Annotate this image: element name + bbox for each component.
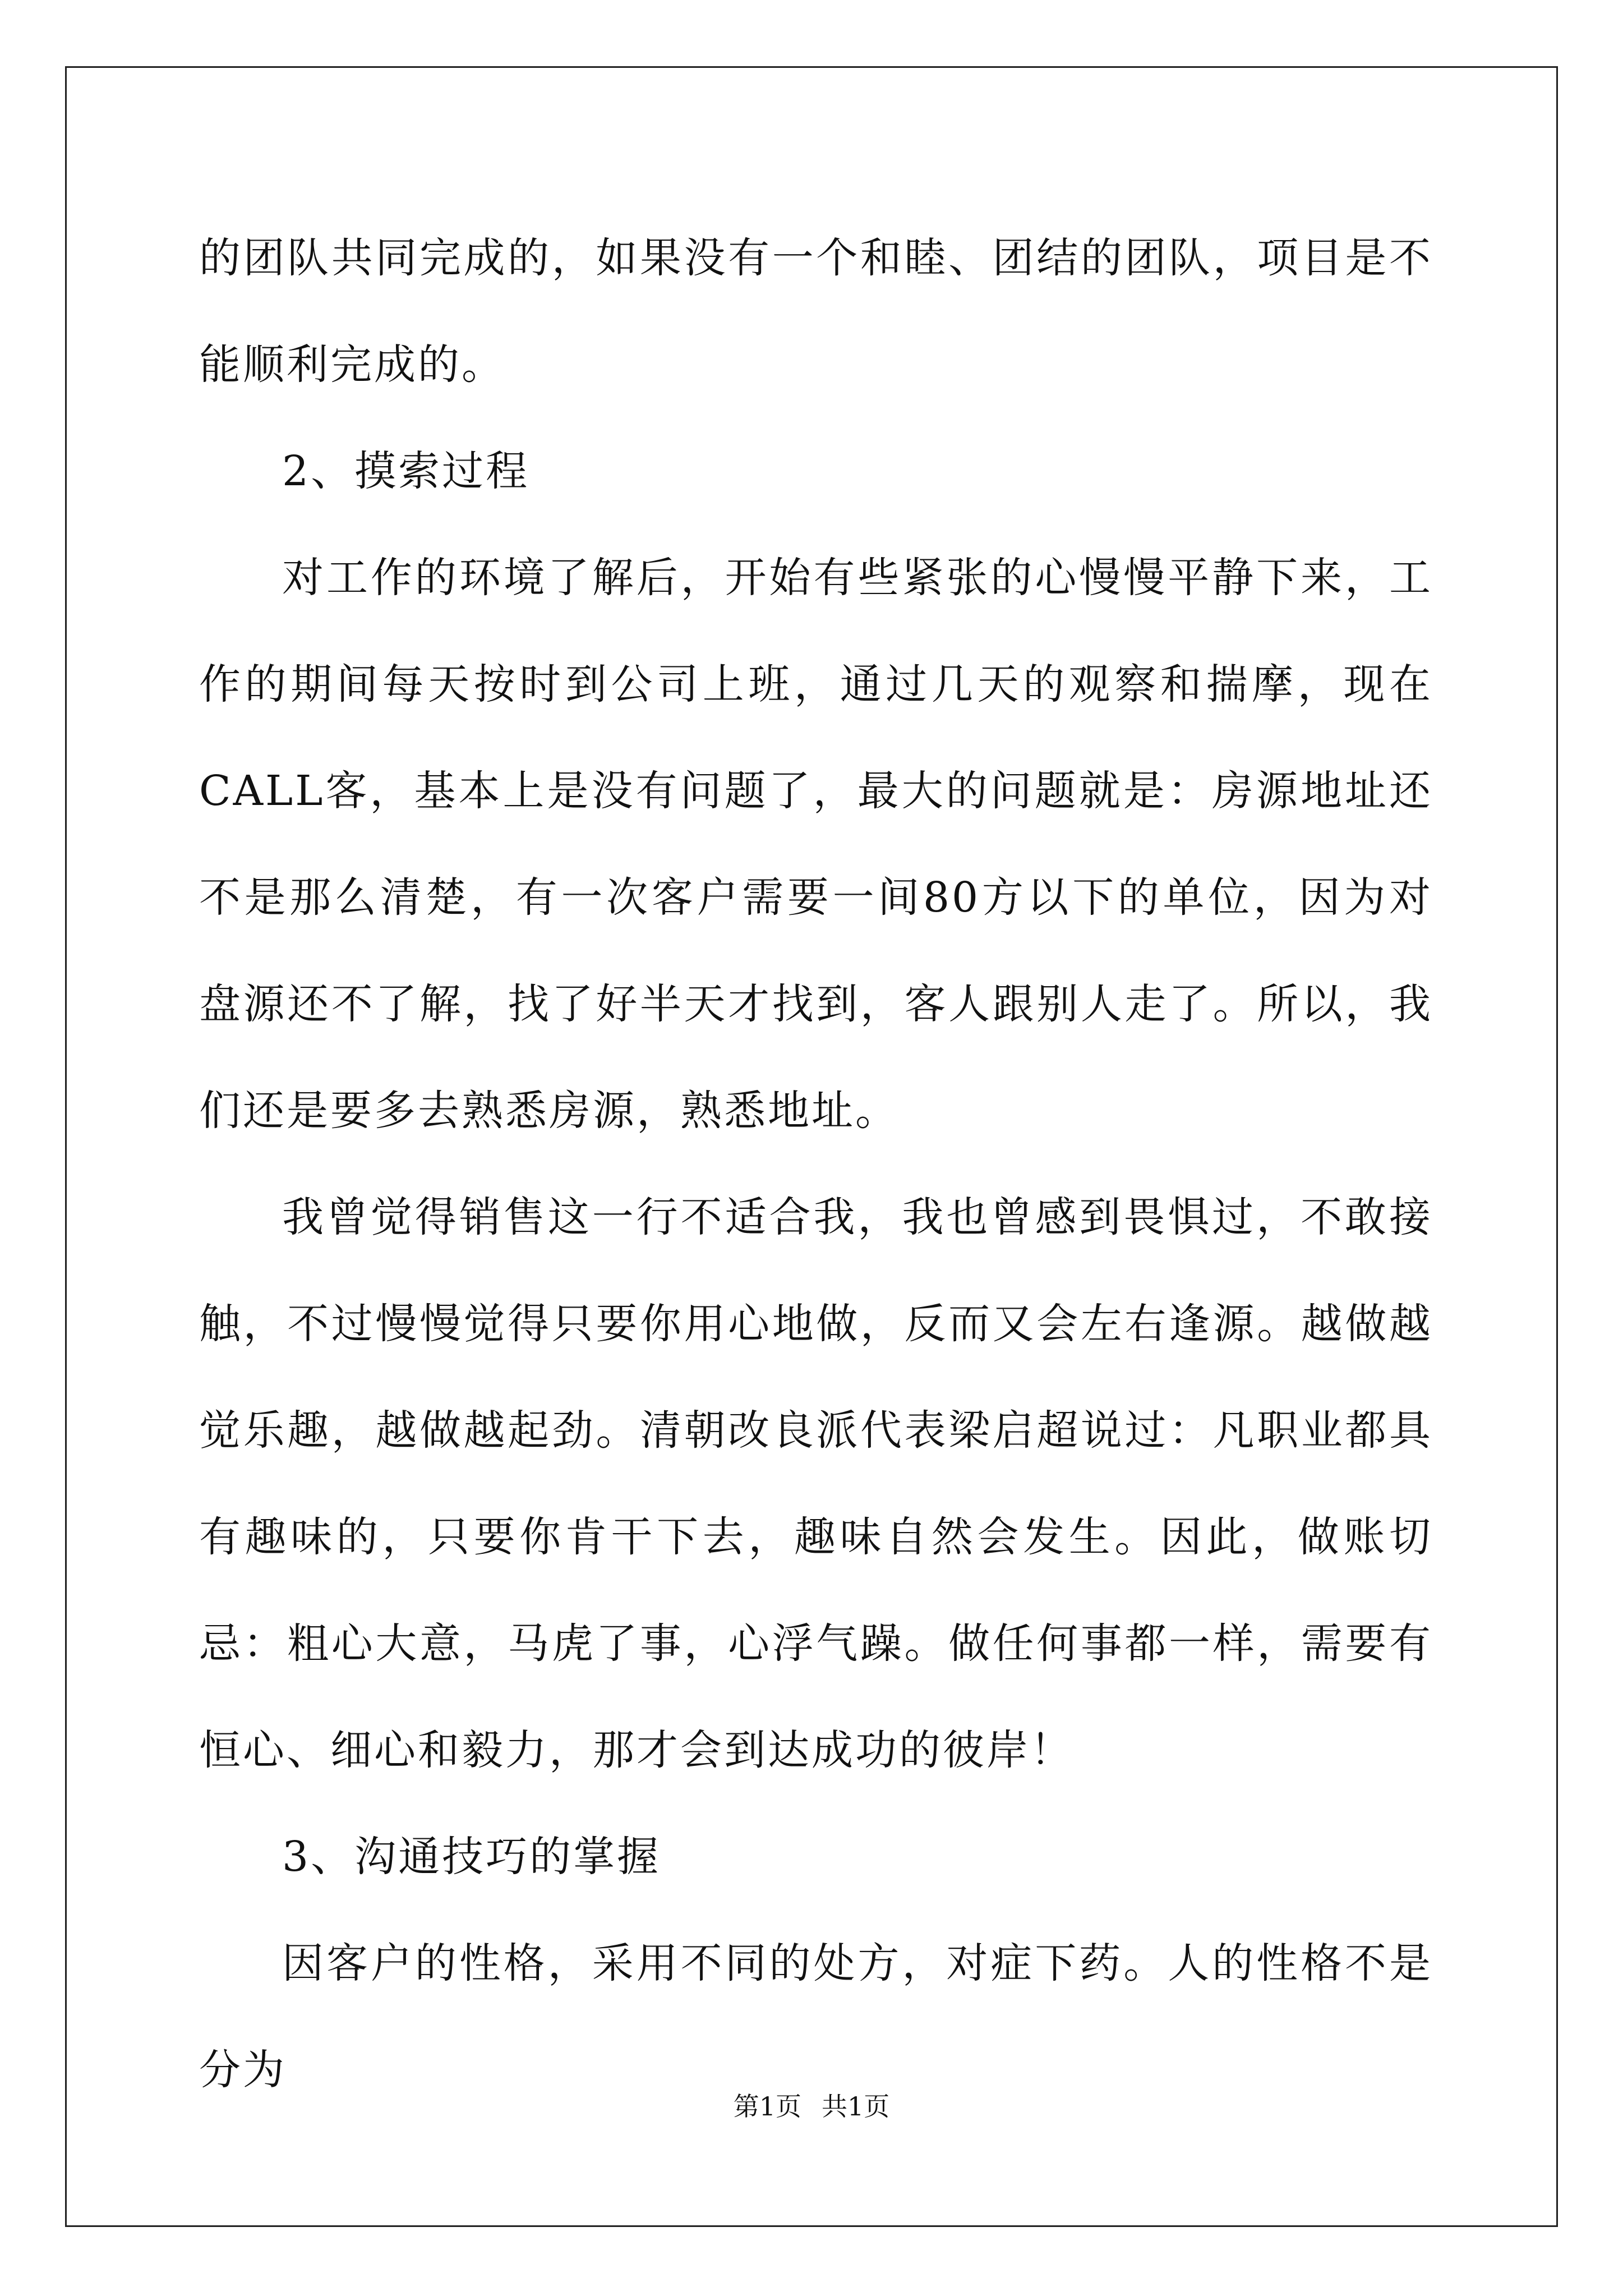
paragraph: 对工作的环境了解后，开始有些紧张的心慢慢平静下来，工作的期间每天按时到公司上班，通过几天的观察和揣摩，现在CALL客，基本上是没有问题了，最大的问题就是：房源地址还不是那么清楚，有一次客户需要一间80方以下的单位，因为对盘源还不了解，找了好半天才找到，客人跟别人走了。所以，我们还是要多去熟悉房源，熟悉地址。 [199,554,1433,1135]
paragraph: 因客户的性格，采用不同的处方，对症下药。人的性格不是分为 [199,1939,1433,2094]
paragraph: 我曾觉得销售这一行不适合我，我也曾感到畏惧过，不敢接触，不过慢慢觉得只要你用心地做，反而又会左右逢源。越做越觉乐趣，越做越起劲。清朝改良派代表梁启超说过：凡职业都具有趣味的，只要你肯干下去，趣味自然会发生。因此，做账切忌：粗心大意，马虎了事，心浮气躁。做任何事都一样，需要有恒心、细心和毅力，那才会到达成功的彼岸！ [199,1193,1433,1774]
section-heading: 2、摸索过程 [282,447,530,495]
section-heading: 3、沟通技巧的掌握 [282,1833,661,1881]
page-number: 第1页 [733,2091,801,2122]
paragraph: 的团队共同完成的，如果没有一个和睦、团结的团队，项目是不能顺利完成的。 [199,234,1433,389]
document-body [199,205,1433,2123]
page-footer [0,2090,1623,2123]
page-total: 共1页 [822,2091,890,2122]
